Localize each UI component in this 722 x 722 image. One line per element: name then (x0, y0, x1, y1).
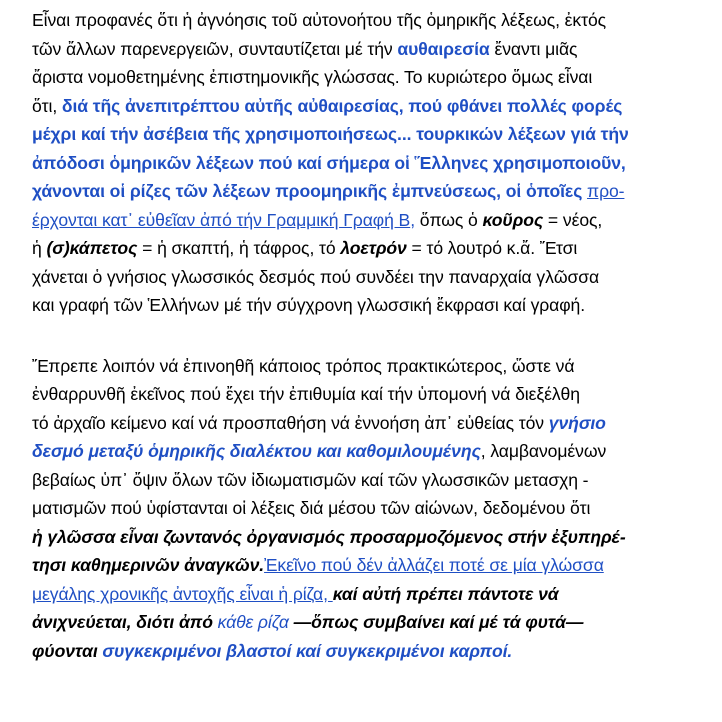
highlight-text: χάνονται οἱ ρίζες τῶν λέξεων προομηρικῆς ἐμπνεύσεως, οἱ ὁποῖες (32, 181, 588, 201)
highlight-line (32, 149, 697, 178)
text-run: ὅπως ὁ (419, 209, 483, 230)
text-line (32, 6, 697, 35)
text-line (32, 437, 697, 466)
text-run: ἔναντι μιᾶς (489, 38, 578, 59)
emphasis-line (32, 523, 697, 552)
emphasis-text: τησι καθημερινῶν ἀναγκῶν. (32, 555, 265, 575)
text-run: και γραφή τῶν Ἑλλήνων μέ τήν σύγχρονη γλωσσική ἔκφρασι καί γραφή. (32, 295, 586, 315)
text-run: , (410, 209, 420, 230)
text-line (32, 380, 697, 409)
text-run: = ἡ σκαπτή, ἡ τάφρος, τό (137, 238, 341, 258)
text-line (32, 177, 697, 206)
text-line (32, 409, 697, 438)
term-skapetos: (σ)κάπετος (46, 238, 138, 258)
link-linear-b[interactable]: έρχονται κατ᾽ εὐθεῖαν ἀπό τήν Γραμμική Γραφή Β (32, 209, 411, 230)
highlight-text: γνήσιο (548, 412, 606, 433)
link-root-statement[interactable]: Ἐκεῖνο πού δέν ἀλλάζει ποτέ σε μία γλώσσα (264, 555, 604, 575)
text-run: ἡ (32, 238, 47, 258)
text-run: ὅτι, (32, 95, 62, 116)
emphasis-text: —ὅπως συμβαίνει καί μέ τά φυτά— (288, 612, 584, 632)
text-line (32, 551, 697, 580)
text-run: ἡ γλῶσσα εἶναι ζωντανός ὀργανισμός προσαρμοζόμενος στήν ἐξυπηρέ- (32, 526, 626, 547)
text-run: , λαμβανομένων (480, 441, 607, 461)
text-line (32, 352, 697, 381)
text-line (32, 206, 697, 235)
text-line (32, 63, 697, 92)
text-run: = τό λουτρό κ.ἄ. Ἔτσι (406, 238, 578, 258)
highlight-text: κάθε ρίζα (217, 612, 289, 632)
link-root-statement[interactable]: μεγάλης χρονικῆς ἀντοχῆς εἶναι ἡ ρίζα, (32, 583, 333, 604)
text-line (32, 494, 697, 523)
text-run: μέχρι καί τήν ἀσέβεια τῆς χρησιμοποιήσεως... τουρκικών λέξεων γιά τήν (32, 124, 629, 144)
highlight-term: αυθαιρεσία (397, 38, 490, 59)
text-run: ἄριστα νομοθετημένης ἐπιστημονικῆς γλώσσας. Το κυριώτερο ὅμως εἶναι (32, 67, 593, 87)
text-line (32, 608, 697, 637)
text-line (32, 263, 697, 292)
text-run: = νέος, (543, 209, 603, 230)
text-line (32, 35, 697, 64)
paragraph-2 (32, 352, 697, 666)
text-run: βεβαίως ὑπ᾽ ὄψιν ὅλων τῶν ἰδιωματισμῶν καί τῶν γλωσσικῶν μετασχη - (32, 469, 589, 490)
text-run: τῶν ἄλλων παρενεργειῶν, συνταυτίζεται μέ τήν (32, 38, 398, 59)
term-loetron: λοετρόν (340, 238, 407, 258)
text-run: Εἶναι προφανές ὅτι ἡ ἀγνόησις τοῦ αὐτονοήτου τῆς ὁμηρικῆς λέξεως, ἐκτός (32, 10, 607, 30)
text-run: χάνεται ὁ γνήσιος γλωσσικός δεσμός πού συνδέει την παναρχαία γλῶσσα (32, 266, 600, 287)
text-line (32, 234, 697, 263)
text-run: ἐνθαρρυνθῆ ἐκεῖνος πού ἔχει τήν ἐπιθυμία καί τήν ὑπομονή νά διεξέλθη (32, 384, 580, 404)
text-line (32, 466, 697, 495)
text-run: Ἔπρεπε λοιπόν νά ἐπινοηθῆ κάποιος τρόπος πρακτικώτερος, ὥστε νά (32, 355, 575, 376)
term-kouros: κοῦρος (482, 209, 544, 230)
link-linear-b[interactable]: προ- (587, 181, 625, 201)
text-line (32, 92, 697, 121)
text-line (32, 580, 697, 609)
highlight-text: συγκεκριμένοι βλαστοί καί συγκεκριμένοι καρποί. (102, 640, 513, 661)
highlight-text: διά τῆς ἀνεπιτρέπτου αὐτῆς αὐθαιρεσίας, πού φθάνει πολλές φορές (61, 95, 623, 116)
text-run: ἀπόδοσι ὁμηρικῶν λέξεων πού καί σήμερα οἱ Ἕλληνες χρησιμοποιοῦν, (32, 152, 626, 173)
text-line (32, 291, 697, 320)
text-run: ματισμῶν πού ὑφίστανται οἱ λέξεις διά μέσου τῶν αἰώνων, δεδομένου ὅτι (32, 498, 591, 518)
document-body (32, 6, 697, 665)
emphasis-text: φύονται (32, 640, 103, 661)
text-line (32, 637, 697, 666)
emphasis-text: ἀνιχνεύεται, διότι ἀπό (32, 612, 218, 632)
emphasis-text: καί αὐτή πρέπει πάντοτε νά (332, 583, 559, 604)
highlight-line (32, 120, 697, 149)
paragraph-1 (32, 6, 697, 320)
text-run: τό ἀρχαῖο κείμενο καί νά προσπαθήση νά ἐννοήση ἀπ᾽ εὐθείας τόν (32, 412, 549, 433)
highlight-text: δεσμό μεταξύ ὁμηρικῆς διαλέκτου και καθομιλουμένης (32, 441, 481, 461)
